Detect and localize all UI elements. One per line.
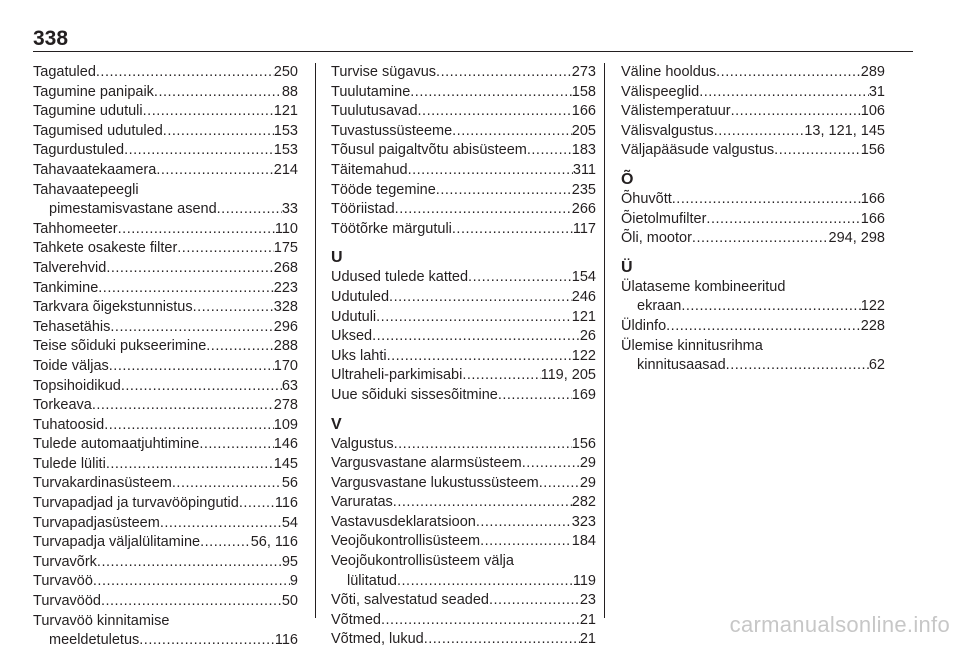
index-page-ref: 156	[571, 435, 596, 452]
index-term: Töötõrke märgutuli	[331, 220, 452, 237]
index-page-ref: 29	[579, 474, 596, 491]
index-page-ref: 116	[274, 495, 298, 512]
index-page-ref: 110	[274, 220, 298, 237]
index-entry	[331, 161, 596, 181]
index-entry	[621, 297, 885, 317]
index-entry	[621, 229, 885, 249]
index-entry	[33, 416, 298, 436]
index-page-ref: 121	[273, 103, 298, 120]
index-term: Tarkvara õigekstunnistus	[33, 299, 193, 316]
dot-leader	[468, 268, 572, 288]
index-term: Turvise sügavus	[331, 64, 437, 80]
dot-leader	[239, 494, 275, 514]
index-term: Väline hooldus	[621, 64, 717, 80]
index-entry	[331, 454, 596, 474]
index-page-ref: 21	[579, 631, 596, 648]
index-entry	[331, 327, 596, 347]
index-entry	[33, 494, 298, 514]
index-term: Õli, mootor	[621, 230, 692, 247]
index-page-ref: 122	[571, 347, 596, 364]
dot-leader	[774, 141, 861, 161]
index-term: Torkeava	[33, 397, 92, 414]
dot-leader	[397, 572, 573, 592]
dot-leader	[462, 366, 540, 386]
dot-leader	[666, 317, 861, 337]
index-entry	[33, 357, 298, 377]
dot-leader	[692, 229, 829, 249]
index-page-ref: 29	[579, 455, 596, 472]
index-term: Vastavusdeklaratsioon	[331, 513, 476, 530]
index-term: Tagumised udutuled	[33, 122, 163, 139]
index-term: Tankimine	[33, 279, 99, 296]
index-entry	[33, 572, 298, 592]
dot-leader	[436, 63, 572, 83]
index-term: meeldetuletus	[49, 632, 140, 649]
dot-leader	[706, 210, 860, 230]
dot-leader	[106, 455, 274, 475]
index-entry	[331, 591, 596, 611]
dot-leader	[410, 83, 572, 103]
index-term: Tagurdustuled	[33, 142, 125, 159]
index-entry	[331, 630, 596, 650]
index-term: Udutuli	[331, 308, 377, 325]
index-page-ref: 56	[281, 475, 298, 492]
index-term: Toide väljas	[33, 357, 109, 374]
dot-leader	[480, 532, 572, 552]
dot-leader	[101, 592, 282, 612]
index-page-ref: 109	[273, 416, 298, 433]
index-entry	[331, 63, 596, 83]
index-term: Tagumine udutuli	[33, 103, 143, 120]
index-page-ref: 184	[571, 533, 596, 550]
dot-leader	[199, 435, 273, 455]
index-column-1	[33, 63, 298, 651]
index-heading: Tahavaatepeegli	[33, 181, 139, 198]
index-entry	[33, 396, 298, 416]
index-entry	[33, 141, 298, 161]
index-entry	[621, 356, 885, 376]
dot-leader	[154, 83, 282, 103]
dot-leader	[109, 357, 274, 377]
dot-leader	[93, 572, 290, 592]
index-entry	[331, 288, 596, 308]
dot-leader	[206, 337, 274, 357]
index-heading: Ülataseme kombineeritud	[621, 278, 786, 295]
index-entry	[33, 455, 298, 475]
index-term: lülitatud	[347, 572, 397, 589]
index-term: Tagumine panipaik	[33, 83, 154, 100]
index-entry	[331, 200, 596, 220]
index-page-ref: 328	[273, 299, 298, 316]
index-term: Võtmed	[331, 611, 381, 628]
index-page-ref: 31	[868, 83, 885, 100]
page-number: 338	[33, 27, 69, 50]
dot-leader	[124, 141, 274, 161]
index-term: Turvavöö	[33, 573, 93, 590]
dot-leader	[681, 297, 860, 317]
dot-leader	[97, 553, 282, 573]
index-term: Välisvalgustus	[621, 122, 714, 139]
index-entry	[621, 210, 885, 230]
dot-leader	[121, 377, 282, 397]
index-entry	[331, 386, 596, 406]
index-term: Tulede lüliti	[33, 455, 106, 472]
index-page-ref: 153	[273, 142, 298, 159]
index-entry	[621, 102, 885, 122]
dot-leader	[106, 259, 273, 279]
index-entry	[331, 493, 596, 513]
index-entry	[621, 190, 885, 210]
dot-leader	[156, 161, 273, 181]
dot-leader	[381, 611, 580, 631]
index-page-ref: 145	[273, 455, 298, 472]
index-page-ref: 288	[273, 338, 298, 355]
index-term: Tahavaatekaamera	[33, 161, 157, 178]
index-term: Uue sõiduki sissesõitmine	[331, 386, 498, 403]
index-entry	[331, 220, 596, 240]
index-page-ref: 54	[281, 514, 298, 531]
index-term: Turvavööd	[33, 593, 101, 610]
dot-leader	[726, 356, 869, 376]
index-heading: Ülemise kinnitusrihma	[621, 337, 763, 354]
dot-leader	[395, 200, 572, 220]
index-entry	[33, 259, 298, 279]
dot-leader	[118, 220, 275, 240]
index-heading: Turvavöö kinnitamise	[33, 612, 170, 629]
index-term: Turvakardinasüsteem	[33, 475, 172, 492]
index-term: Tuulutamine	[331, 83, 411, 100]
dot-leader	[387, 347, 572, 367]
index-term: Väljapääsude valgustus	[621, 142, 775, 159]
index-term: Võti, salvestatud seaded	[331, 592, 489, 609]
index-entry	[33, 161, 298, 181]
index-entry	[33, 337, 298, 357]
index-entry	[33, 514, 298, 534]
index-term: Topsihoidikud	[33, 377, 121, 394]
index-entry	[331, 366, 596, 386]
index-entry	[33, 200, 298, 220]
index-entry	[331, 474, 596, 494]
index-page-ref: 95	[281, 553, 298, 570]
dot-leader	[699, 83, 869, 103]
index-page-ref: 250	[273, 64, 298, 80]
index-entry	[33, 83, 298, 103]
index-entry	[33, 553, 298, 573]
index-entry	[33, 220, 298, 240]
dot-leader	[372, 327, 580, 347]
dot-leader	[172, 474, 282, 494]
index-term: kinnitusaasad	[637, 357, 726, 374]
index-term: Udused tulede katted	[331, 269, 469, 286]
index-term: Vargusvastane alarmsüsteem	[331, 455, 522, 472]
dot-leader	[452, 122, 572, 142]
dot-leader	[714, 122, 805, 142]
index-page-ref: 273	[571, 64, 596, 80]
index-page-ref: 21	[579, 611, 596, 628]
index-entry	[33, 435, 298, 455]
index-entry	[621, 141, 885, 161]
dot-leader	[394, 435, 572, 455]
index-term: Vargusvastane lukustussüsteem	[331, 474, 539, 491]
index-term: Ultraheli-parkimisabi	[331, 367, 463, 384]
index-entry	[33, 298, 298, 318]
index-term: Talverehvid	[33, 259, 107, 276]
index-entry	[331, 268, 596, 288]
index-term: Välistemperatuur	[621, 103, 731, 120]
dot-leader	[498, 386, 572, 406]
index-page-ref: 183	[571, 142, 596, 159]
dot-leader	[452, 220, 573, 240]
index-entry	[621, 63, 885, 83]
index-page-ref: 62	[868, 357, 885, 374]
index-page-ref: 121	[571, 308, 596, 325]
index-term: Võtmed, lukud	[331, 631, 424, 648]
index-term: ekraan	[637, 298, 682, 315]
index-term: Udutuled	[331, 288, 390, 305]
dot-leader	[110, 318, 273, 338]
dot-leader	[193, 298, 274, 318]
index-term: Turvavõrk	[33, 553, 97, 570]
dot-leader	[92, 396, 274, 416]
index-entry	[331, 122, 596, 142]
index-entry	[33, 122, 298, 142]
dot-leader	[731, 102, 861, 122]
index-page-ref: 294, 298	[828, 230, 885, 247]
dot-leader	[476, 513, 572, 533]
index-entry	[331, 513, 596, 533]
index-page-ref: 169	[571, 386, 596, 403]
index-page-ref: 156	[860, 142, 885, 159]
section-letter: U	[331, 249, 343, 267]
index-page-ref: 166	[571, 103, 596, 120]
index-page-ref: 323	[571, 513, 596, 530]
index-entry	[621, 83, 885, 103]
index-entry	[621, 317, 885, 337]
dot-leader	[177, 239, 274, 259]
index-term: Tulede automaatjuhtimine	[33, 436, 200, 453]
index-term: Tahhomeeter	[33, 220, 118, 237]
dot-leader	[139, 631, 275, 651]
dot-leader	[527, 141, 572, 161]
index-page-ref: 214	[273, 161, 298, 178]
index-term: Uksed	[331, 328, 373, 345]
dot-leader	[217, 200, 282, 220]
index-term: Tahkete osakeste filter	[33, 240, 178, 257]
index-page-ref: 278	[273, 397, 298, 414]
index-page-ref: 116	[274, 632, 298, 649]
dot-leader	[716, 63, 861, 83]
index-page-ref: 153	[273, 122, 298, 139]
dot-leader	[539, 474, 580, 494]
index-page-ref: 246	[571, 288, 596, 305]
dot-leader	[200, 533, 251, 553]
index-entry	[33, 239, 298, 259]
index-page-ref: 23	[579, 592, 596, 609]
index-page-ref: 63	[281, 377, 298, 394]
index-entry	[33, 474, 298, 494]
index-entry	[331, 102, 596, 122]
index-page-ref: 296	[273, 318, 298, 335]
index-term: Tõusul paigaltvõtu abisüsteem	[331, 142, 527, 159]
index-term: Turvapadja väljalülitamine	[33, 534, 201, 551]
index-page-ref: 106	[860, 103, 885, 120]
index-term: Teise sõiduki pukseerimine	[33, 338, 207, 355]
index-term: Õietolmufilter	[621, 210, 707, 227]
index-term: Tuulutusavad	[331, 103, 418, 120]
section-letter: Ü	[621, 258, 633, 276]
index-page-ref: 33	[281, 201, 298, 218]
dot-leader	[143, 102, 274, 122]
index-page-ref: 205	[571, 122, 596, 139]
index-column-2	[331, 63, 596, 650]
index-term: Üldinfo	[621, 317, 667, 334]
index-page-ref: 175	[273, 240, 298, 257]
index-column-3	[621, 63, 885, 376]
column-divider	[604, 63, 605, 618]
index-page-ref: 223	[273, 279, 298, 296]
dot-leader	[424, 630, 580, 650]
index-term: pimestamisvastane asend	[49, 201, 217, 218]
index-page-ref: 158	[571, 83, 596, 100]
index-page-ref: 170	[273, 357, 298, 374]
index-entry	[331, 611, 596, 631]
index-page-ref: 122	[860, 298, 885, 315]
index-term: Tehasetähis	[33, 318, 111, 335]
index-term: Uks lahti	[331, 347, 387, 364]
index-term: Turvapadjad ja turvavööpingutid	[33, 495, 239, 512]
index-entry	[33, 102, 298, 122]
index-entry	[331, 435, 596, 455]
dot-leader	[489, 591, 580, 611]
index-entry	[33, 592, 298, 612]
index-page-ref: 282	[571, 494, 596, 511]
index-page-ref: 266	[571, 201, 596, 218]
index-page-ref: 119	[572, 572, 596, 589]
dot-leader	[522, 454, 580, 474]
index-term: Tööde tegemine	[331, 181, 436, 198]
index-term: Välispeeglid	[621, 83, 700, 100]
index-entry	[621, 122, 885, 142]
index-page-ref: 166	[860, 210, 885, 227]
index-term: Varuratas	[331, 494, 393, 511]
index-entry	[331, 181, 596, 201]
index-term: Turvapadjasüsteem	[33, 514, 160, 531]
section-letter: Õ	[621, 170, 634, 188]
index-entry	[331, 572, 596, 592]
dot-leader	[98, 279, 274, 299]
index-term: Veojõukontrollisüsteem	[331, 533, 481, 550]
index-entry	[33, 631, 298, 651]
index-page-ref: 117	[572, 220, 596, 237]
index-page-ref: 311	[572, 161, 596, 178]
index-heading: Veojõukontrollisüsteem välja	[331, 553, 514, 570]
dot-leader	[672, 190, 861, 210]
header-rule	[33, 51, 913, 52]
index-page-ref: 119, 205	[540, 367, 596, 384]
index-term: Tuhatoosid	[33, 416, 105, 433]
index-page-ref: 235	[571, 181, 596, 198]
dot-leader	[389, 288, 572, 308]
index-term: Õhuvõtt	[621, 190, 672, 207]
dot-leader	[104, 416, 274, 436]
index-entry	[331, 308, 596, 328]
index-page-ref: 146	[273, 436, 298, 453]
dot-leader	[436, 181, 572, 201]
index-entry	[33, 63, 298, 83]
dot-leader	[418, 102, 572, 122]
dot-leader	[96, 63, 274, 83]
dot-leader	[408, 161, 573, 181]
index-term: Tagatuled	[33, 64, 96, 80]
index-page-ref: 56, 116	[250, 534, 298, 551]
section-letter: V	[331, 415, 342, 433]
index-entry	[331, 347, 596, 367]
index-entry	[33, 318, 298, 338]
index-entry	[331, 141, 596, 161]
dot-leader	[393, 493, 572, 513]
index-page-ref: 289	[860, 64, 885, 80]
index-page-ref: 154	[571, 269, 596, 286]
dot-leader	[160, 514, 282, 534]
index-page-ref: 50	[281, 593, 298, 610]
index-page-ref: 88	[281, 83, 298, 100]
index-term: Tööriistad	[331, 201, 395, 218]
index-page-ref: 228	[860, 317, 885, 334]
index-entry	[33, 279, 298, 299]
index-page-ref: 9	[289, 573, 298, 590]
index-entry	[33, 377, 298, 397]
index-entry	[331, 83, 596, 103]
index-term: Tuvastussüsteeme	[331, 122, 453, 139]
index-term: Valgustus	[331, 435, 394, 452]
index-entry	[33, 533, 298, 553]
index-entry	[331, 532, 596, 552]
index-page-ref: 166	[860, 190, 885, 207]
column-divider	[315, 63, 316, 618]
index-page-ref: 26	[579, 328, 596, 345]
dot-leader	[163, 122, 274, 142]
dot-leader	[376, 308, 572, 328]
index-page-ref: 268	[273, 259, 298, 276]
index-page-ref: 13, 121, 145	[804, 122, 885, 139]
watermark: carmanualsonline.info	[729, 612, 950, 637]
index-term: Täitemahud	[331, 161, 408, 178]
